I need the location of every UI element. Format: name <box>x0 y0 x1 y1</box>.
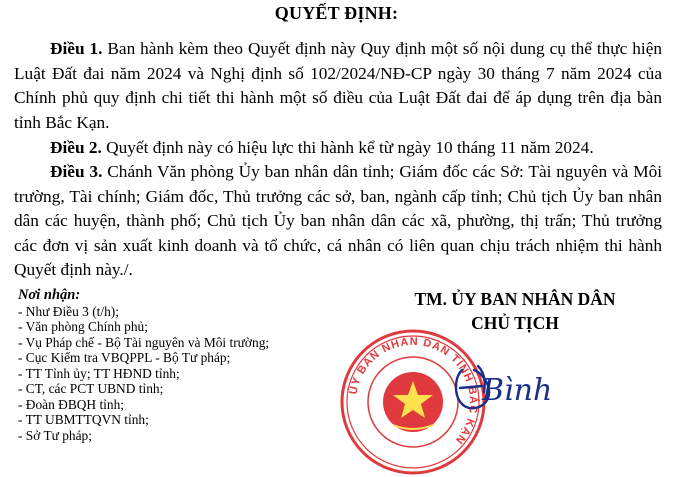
article-1 <box>14 37 662 135</box>
signature-text: Bình <box>482 373 553 408</box>
recipient-item: - Vụ Pháp chế - Bộ Tài nguyên và Môi trường; <box>18 334 270 350</box>
recipients-list <box>18 288 348 443</box>
article-1-text: Ban hành kèm theo Quyết định này Quy định một số nội dung cụ thể thực hiện Luật Đất đai năm 2024 và Nghị định số 102/2024/NĐ-CP ngày 30 tháng 7 năm 2024 của Chính phủ quy định chi tiết thi hành một số điều của Luật Đất đai để áp dụng trên địa bàn tỉnh Bắc Kạn. <box>14 39 663 132</box>
article-3-text: Chánh Văn phòng Ủy ban nhân dân tỉnh; Giám đốc các Sở: Tài nguyên và Môi trường, Tài chính; Giám đốc, Thủ trưởng các sở, ban, ngành cấp tỉnh; Chủ tịch Ủy ban nhân dân các huyện, thành phố; Chủ tịch Ủy ban nhân dân các xã, phường, thị trấn; Thủ trưởng các đơn vị sản xuất kinh doanh và tổ chức, cá nhân có liên quan chịu trách nhiệm thi hành Quyết định này./. <box>14 162 663 279</box>
seal-text: ỦY BAN NHÂN DÂN TỈNH BẮC KẠN <box>347 335 480 447</box>
recipient-item: - Cục Kiểm tra VBQPPL - Bộ Tư pháp; <box>18 350 231 365</box>
recipient-item: - Sở Tư pháp; <box>18 427 92 443</box>
decision-title: QUYẾT ĐỊNH: <box>274 3 399 23</box>
article-2-label: Điều 2. <box>50 138 102 157</box>
article-2-text: Quyết định này có hiệu lực thi hành kể từ ngày 10 tháng 11 năm 2024. <box>101 138 594 157</box>
article-2 <box>14 136 662 161</box>
emblem-icon <box>383 372 443 432</box>
recipient-item: - TT Tỉnh ủy; TT HĐND tỉnh; <box>18 365 180 381</box>
signatory-on-behalf: TM. ỦY BAN NHÂN DÂN <box>414 289 616 309</box>
recipients-heading: Nơi nhận: <box>18 287 81 303</box>
article-3 <box>14 160 662 283</box>
article-3-label: Điều 3. <box>50 162 103 181</box>
article-1-label: Điều 1. <box>50 39 103 58</box>
signatory-position: CHỦ TỊCH <box>471 313 559 333</box>
recipient-item: - Đoàn ĐBQH tỉnh; <box>18 396 125 412</box>
recipient-item: - Như Điều 3 (t/h); <box>18 303 119 319</box>
signature <box>448 358 568 418</box>
recipient-item: - TT UBMTTQVN tỉnh; <box>18 412 149 427</box>
recipient-item: - CT, các PCT UBND tỉnh; <box>18 381 164 396</box>
recipient-item: - Văn phòng Chính phủ; <box>18 319 148 334</box>
